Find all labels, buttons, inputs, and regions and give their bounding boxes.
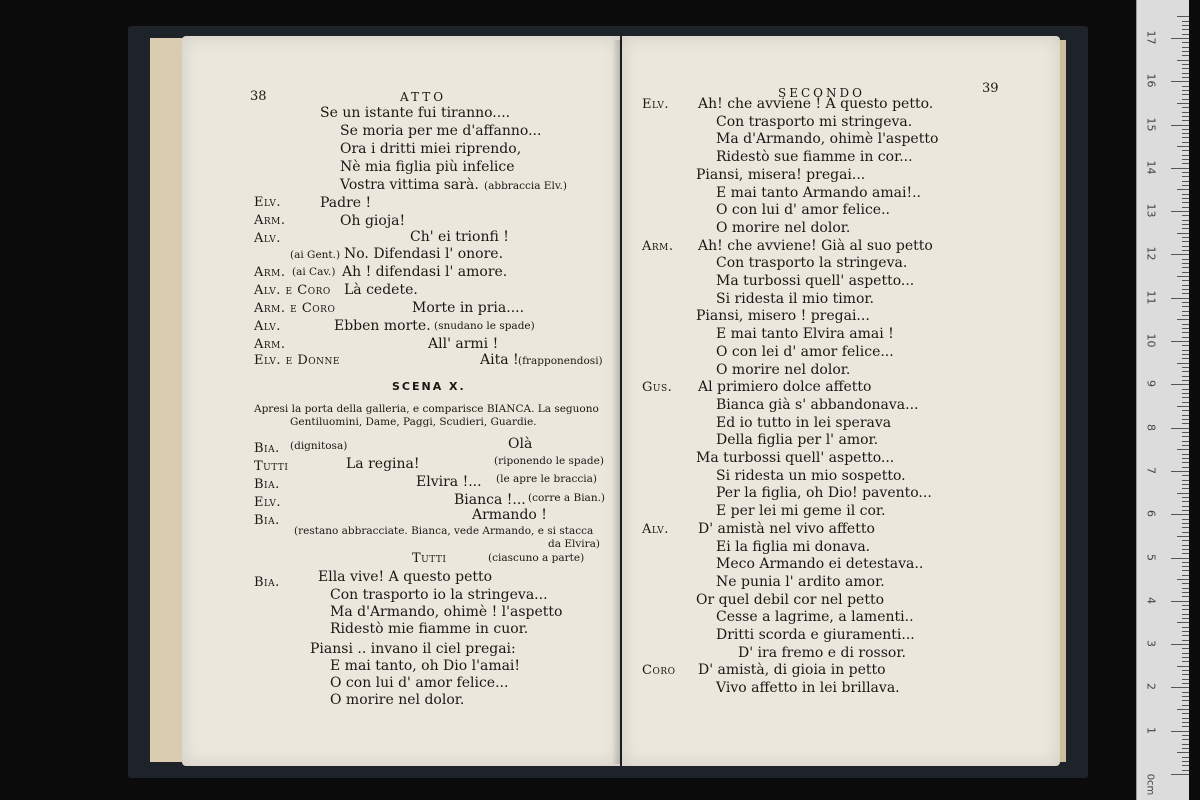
ruler-number: 16 [1144,73,1158,88]
speaker-name: Alv. [254,319,281,334]
verse-line: Olà [508,436,533,452]
verse-line: Ah! che avviene ! A questo petto. [698,96,934,112]
stage-direction: (frapponendosi) [518,355,603,367]
scene-description-line: Apresi la porta della galleria, e comparisce BIANCA. La seguono [254,403,599,415]
verse-line: Ridestò sue fiamme in cor... [716,149,913,165]
ruler-number: 7 [1144,467,1158,474]
speaker-name: Alv. e Coro [254,283,331,298]
speaker-name: Tutti [254,459,289,474]
verse-line: Morte in pria.... [412,300,525,316]
verse-line: D' amistà, di gioia in petto [698,662,886,678]
stage-direction: (abbraccia Elv.) [484,180,567,192]
verse-line: Piansi, misera! pregai... [696,167,866,183]
verse-line: O con lui d' amor felice... [330,675,509,691]
scene-description-line: Gentiluomini, Dame, Paggi, Scudieri, Guardie. [290,416,537,428]
verse-line: Ma d'Armando, ohimè ! l'aspetto [330,604,563,620]
scene-heading: SCENA X. [392,380,466,393]
verse-line: E mai tanto Elvira amai ! [716,326,894,342]
ruler-number: 4 [1144,597,1158,604]
speaker-name: Arm. [642,239,674,254]
measuring-ruler [1136,0,1189,800]
speaker-name: Coro [642,663,676,678]
verse-line: Ah! che avviene! Già al suo petto [698,238,933,254]
verse-line: Si ridesta un mio sospetto. [716,468,906,484]
ruler-number: 17 [1144,30,1158,45]
speaker-name: Arm. [254,265,286,280]
verse-line: E mai tanto Armando amai!.. [716,185,921,201]
verse-line: Piansi .. invano il ciel pregai: [310,641,516,657]
verse-line: Elvira !... [416,474,482,490]
speaker-name: Elv. [642,97,670,112]
verse-line: Ella vive! A questo petto [318,569,493,585]
verse-line: E per lei mi geme il cor. [716,503,886,519]
ruler-number: 2 [1144,683,1158,690]
verse-line: Con trasporto io la stringeva... [330,587,548,603]
speaker-name: Gus. [642,380,673,395]
speaker-name: Arm. [254,213,286,228]
speaker-name: Bia. [254,477,280,492]
ruler-number: 13 [1144,203,1158,218]
ruler-number: 12 [1144,246,1158,261]
stage-direction: (dignitosa) [290,440,348,452]
verse-line: Se moria per me d'affanno... [340,123,542,139]
verse-line: Oh gioja! [340,213,406,229]
verse-line: Se un istante fui tiranno.... [320,105,511,121]
ruler-number: 6 [1144,510,1158,517]
running-head-right: SECONDO [778,86,865,100]
stage-direction: (riponendo le spade) [494,455,604,467]
verse-line: Ah ! difendasi l' amore. [342,264,508,280]
verse-line: No. Difendasi l' onore. [344,246,504,262]
verse-line: Dritti scorda e giuramenti... [716,627,915,643]
verse-line: Vostra vittima sarà. [340,177,479,193]
speaker-name: Alv. [642,522,669,537]
speaker-name: Arm. [254,337,286,352]
verse-line: Ne punia l' ardito amor. [716,574,885,590]
ruler-number: 9 [1144,380,1158,387]
stage-direction: (ai Cav.) [292,266,336,278]
stage-direction: (snudano le spade) [434,320,535,332]
ruler-number: 1 [1144,727,1158,734]
verse-line: O morire nel dolor. [716,362,851,378]
verse-line: Ed io tutto in lei sperava [716,415,892,431]
stage-direction-line: da Elvira) [548,538,601,550]
verse-line: Si ridesta il mio timor. [716,291,874,307]
speaker-name: Bia. [254,513,280,528]
page-edges-left [150,38,186,762]
stage-direction: (ai Gent.) [290,249,341,261]
verse-line: Della figlia per l' amor. [716,432,879,448]
verse-line: O morire nel dolor. [330,692,465,708]
stage-direction: (le apre le braccia) [496,473,597,485]
verse-line: Ei la figlia mi donava. [716,539,871,555]
verse-line: Ma turbossi quell' aspetto... [696,450,895,466]
verse-line: Con trasporto mi stringeva. [716,114,913,130]
page-number-left: 38 [250,89,267,104]
verse-line: Cesse a lagrime, a lamenti.. [716,609,914,625]
stage-direction-line: (restano abbracciate. Bianca, vede Armando, e si stacca [294,525,594,537]
verse-line: O morire nel dolor. [716,220,851,236]
verse-line: Padre ! [320,195,372,211]
speaker-name: Alv. [254,231,281,246]
verse-line: La regina! [346,456,420,472]
running-head-left: ATTO [400,90,447,104]
speaker-name: Elv. e Donne [254,353,340,368]
verse-line: Armando ! [472,507,547,523]
verse-line: Nè mia figlia più infelice [340,159,515,175]
verse-line: O con lei d' amor felice... [716,344,894,360]
verse-line: Ridestò mie fiamme in cuor. [330,621,529,637]
ruler-number: 5 [1144,554,1158,561]
verse-line: All' armi ! [428,336,499,352]
verse-line: Ma d'Armando, ohimè l'aspetto [716,131,939,147]
verse-line: Meco Armando ei detestava.. [716,556,924,572]
page-number-right: 39 [982,81,999,96]
verse-line: D' amistà nel vivo affetto [698,521,875,537]
verse-line: Là cedete. [344,282,418,298]
speaker-name: Bia. [254,441,280,456]
verse-line: Bianca !... [454,492,526,508]
verse-line: Al primiero dolce affetto [698,379,872,395]
verse-line: D' ira fremo e di rossor. [738,645,906,661]
speaker-name: Elv. [254,495,282,510]
stage-direction: (corre a Bian.) [528,492,606,504]
ruler-number: 10 [1144,333,1158,348]
verse-line: Bianca già s' abbandonava... [716,397,919,413]
speaker-name: Elv. [254,195,282,210]
speaker-name: Tutti [412,551,447,566]
ruler-unit-label: 0cm [1144,773,1156,796]
verse-line: Per la figlia, oh Dio! pavento... [716,485,932,501]
speaker-name: Arm. e Coro [254,301,336,316]
ruler-number: 11 [1144,290,1158,305]
speaker-name: Bia. [254,575,280,590]
verse-line: Piansi, misero ! pregai... [696,308,870,324]
verse-line: Or quel debil cor nel petto [696,592,884,608]
verse-line: Ebben morte. [334,318,431,334]
verse-line: E mai tanto, oh Dio l'amai! [330,658,521,674]
verse-line: Aita ! [480,352,519,368]
verse-line: Ch' ei trionfi ! [410,229,509,245]
ruler-number: 15 [1144,117,1158,132]
ruler-number: 14 [1144,160,1158,175]
verse-line: Con trasporto la stringeva. [716,255,908,271]
verse-line: Vivo affetto in lei brillava. [716,680,900,696]
stage-direction: (ciascuno a parte) [488,552,585,564]
ruler-number: 8 [1144,424,1158,431]
verse-line: Ma turbossi quell' aspetto... [716,273,915,289]
ruler-number: 3 [1144,640,1158,647]
verse-line: Ora i dritti miei riprendo, [340,141,522,157]
verse-line: O con lui d' amor felice.. [716,202,890,218]
